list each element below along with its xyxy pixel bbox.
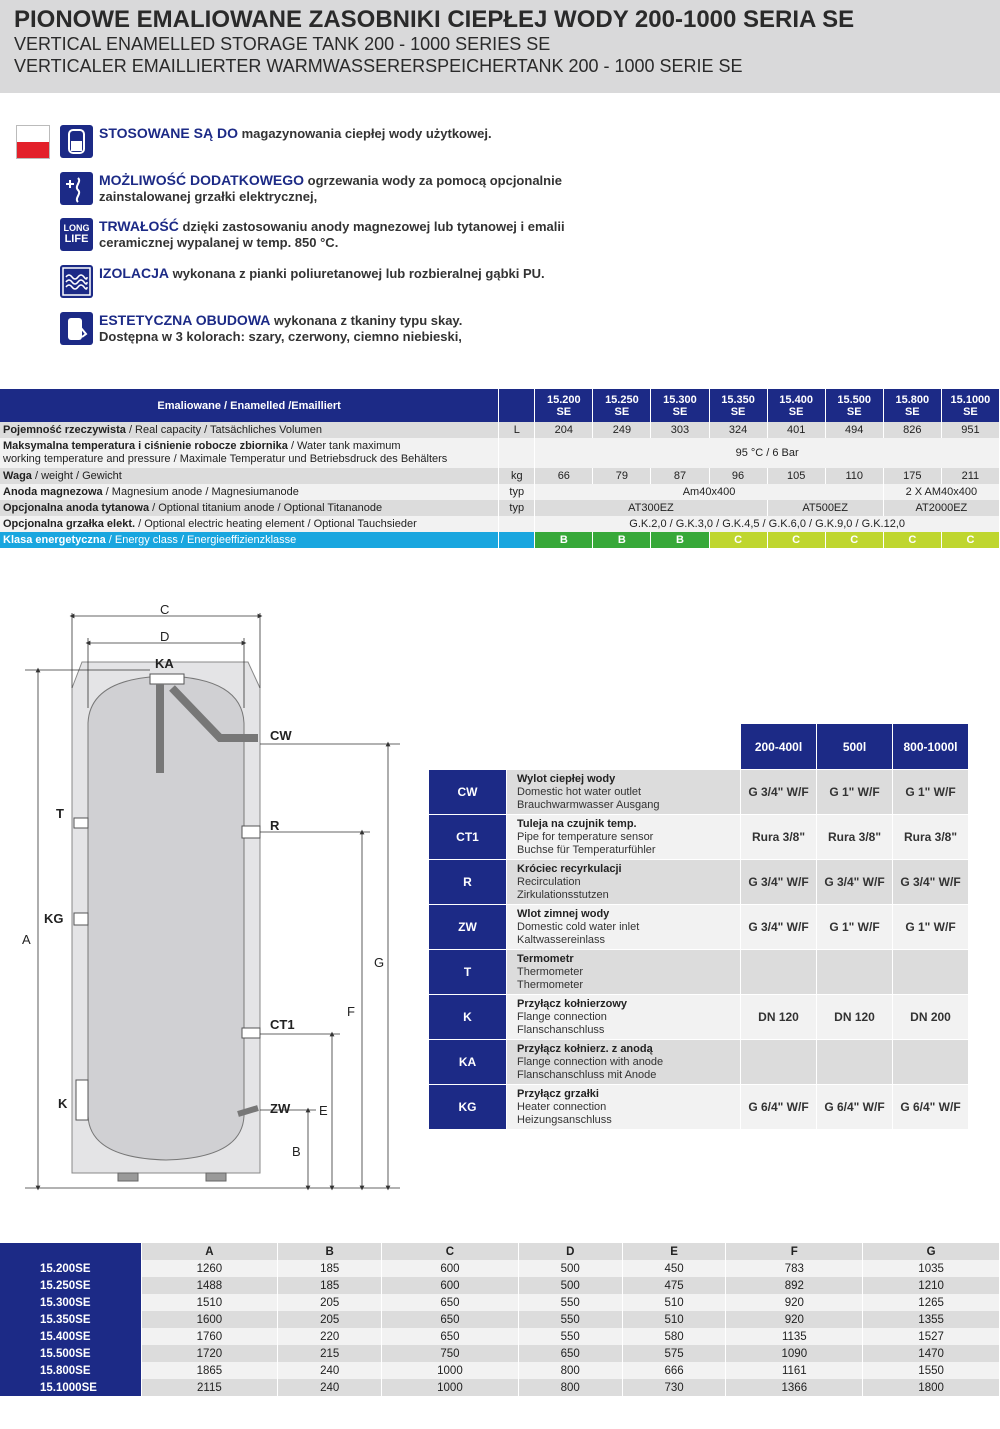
connection-code: R [429, 860, 507, 905]
dim-value: 800 [518, 1362, 622, 1379]
model-suffix: SE [614, 405, 630, 418]
dim-value: 1260 [141, 1260, 278, 1277]
dim-value: 1210 [863, 1277, 1000, 1294]
dimensions-row [0, 1345, 1000, 1362]
feature-text: magazynowania ciepłej wody użytkowej. [237, 126, 492, 141]
model-name: 15.250 [605, 393, 639, 406]
connection-row [429, 905, 969, 950]
dim-value: 550 [518, 1328, 622, 1345]
dimensions-row [0, 1260, 1000, 1277]
value-cell: AT300EZ [535, 500, 767, 516]
dim-value: 220 [278, 1328, 382, 1345]
connection-value: G 6/4" W/F [741, 1085, 817, 1130]
dim-value: 510 [622, 1294, 726, 1311]
connection-description: Króciec recyrkulacji Recirculation Zirkulationsstutzen [507, 860, 741, 905]
insulation-icon [60, 265, 93, 298]
value-cell: 826 [883, 422, 941, 438]
value-cell: 494 [825, 422, 883, 438]
energy-class-row [0, 532, 1000, 548]
connection-description: Wylot ciepłej wody Domestic hot water outlet Brauchwarmwasser Ausgang [507, 770, 741, 815]
max-temp-row [0, 438, 1000, 468]
model-suffix: SE [904, 405, 920, 418]
value-cell: 303 [651, 422, 709, 438]
dim-value: 600 [382, 1277, 519, 1294]
connection-description: Przyłącz kołnierzowy Flange connection Flanschanschluss [507, 995, 741, 1040]
dim-value: 750 [382, 1345, 519, 1362]
dim-value: 1035 [863, 1260, 1000, 1277]
dim-value: 475 [622, 1277, 726, 1294]
heater-row [0, 516, 1000, 532]
connection-description: Termometr Thermometer Thermometer [507, 950, 741, 995]
connection-value [741, 1040, 817, 1085]
row-label: Pojemność rzeczywista / Real capacity / Tatsächliches Volumen [0, 422, 499, 438]
connection-code: T [429, 950, 507, 995]
dim-value: 1000 [382, 1362, 519, 1379]
row-label: Opcjonalna anoda tytanowa / Optional titanium anode / Optional Titananode [0, 500, 499, 516]
model-header [709, 389, 767, 422]
row-label: Maksymalna temperatura i ciśnienie robocze zbiornika / Water tank maximum working temperature and pressure / Maximale Temperatur und Betriebsdruck des Behälters [0, 438, 499, 468]
feature-text: wykonana z tkaniny typu skay. [270, 313, 463, 328]
model-suffix: SE [788, 405, 804, 418]
capacity-row [0, 422, 1000, 438]
dim-value: 650 [382, 1311, 519, 1328]
dim-value: 575 [622, 1345, 726, 1362]
value-cell: 324 [709, 422, 767, 438]
model-name: 15.350 [721, 393, 755, 406]
dimension-column-header: B [278, 1243, 382, 1260]
specification-table [0, 389, 1000, 548]
dimensions-header-row [0, 1243, 1000, 1260]
connection-value: G 6/4" W/F [817, 1085, 893, 1130]
dim-value: 1161 [726, 1362, 863, 1379]
energy-class-badge: B [535, 532, 593, 548]
connection-value [741, 950, 817, 995]
unit-cell [499, 438, 535, 468]
model-suffix: SE [846, 405, 862, 418]
connection-value: G 1" W/F [893, 905, 969, 950]
model-cell: 15.1000SE [0, 1379, 141, 1396]
model-header [651, 389, 709, 422]
dim-value: 1510 [141, 1294, 278, 1311]
dim-value: 185 [278, 1277, 382, 1294]
dim-value: 1800 [863, 1379, 1000, 1396]
value-cell: 66 [535, 468, 593, 484]
dim-value: 580 [622, 1328, 726, 1345]
title-german: VERTICALER EMAILLIERTER WARMWASSERERSPEICHERTANK 200 - 1000 SERIE SE [14, 56, 743, 76]
model-suffix: SE [672, 405, 688, 418]
feature-text: dzięki zastosowaniu anody magnezowej lub tytanowej i emalii [178, 219, 565, 234]
dim-value: 1470 [863, 1345, 1000, 1362]
connection-code: CW [429, 770, 507, 815]
value-cell: 105 [767, 468, 825, 484]
value-cell: 87 [651, 468, 709, 484]
dim-value: 1366 [726, 1379, 863, 1396]
model-cell: 15.500SE [0, 1345, 141, 1362]
long-life-icon: LONG LIFE [60, 218, 93, 251]
value-cell: 96 [709, 468, 767, 484]
row-label: Opcjonalna grzałka elekt. / Optional electric heating element / Optional Tauchsieder [0, 516, 499, 532]
connection-value [893, 950, 969, 995]
dim-value: 205 [278, 1294, 382, 1311]
value-cell: 79 [593, 468, 651, 484]
dim-value: 500 [518, 1260, 622, 1277]
tank-dimension-diagram [10, 598, 410, 1198]
model-name: 15.800 [895, 393, 930, 406]
feature-highlight: IZOLACJA [99, 265, 169, 281]
capacity-column-header: 800-1000l [893, 724, 969, 770]
dimensions-row [0, 1294, 1000, 1311]
dim-value: 650 [382, 1294, 519, 1311]
dim-label-b: B [292, 1144, 301, 1159]
dim-value: 1550 [863, 1362, 1000, 1379]
dim-value: 510 [622, 1311, 726, 1328]
dimensions-row [0, 1328, 1000, 1345]
connection-value: G 3/4" W/F [893, 860, 969, 905]
dim-value: 240 [278, 1379, 382, 1396]
dim-label-g: G [374, 955, 385, 970]
energy-class-badge: B [651, 532, 709, 548]
capacity-column-header: 200-400l [741, 724, 817, 770]
dim-value: 550 [518, 1311, 622, 1328]
feature-text: wykonana z pianki poliuretanowej lub rozbieralnej gąbki PU. [169, 266, 545, 281]
model-name: 15.400 [779, 393, 813, 406]
energy-class-badge: C [767, 532, 825, 548]
port-label-zw: ZW [270, 1101, 291, 1116]
dim-label-e: E [319, 1103, 328, 1118]
model-suffix: SE [556, 405, 572, 418]
connection-value: DN 120 [817, 995, 893, 1040]
weight-row [0, 468, 1000, 484]
model-name: 15.500 [837, 393, 872, 406]
connection-value: Rura 3/8" [893, 815, 969, 860]
port-label-cw: CW [270, 728, 292, 743]
port-label-ct1: CT1 [270, 1017, 295, 1032]
connection-value: G 1" W/F [893, 770, 969, 815]
energy-class-badge: C [883, 532, 941, 548]
value-cell: 211 [941, 468, 999, 484]
connection-description: Przyłącz grzałki Heater connection Heizungsanschluss [507, 1085, 741, 1130]
port-label-k: K [58, 1096, 68, 1111]
capacity-column-header: 500l [817, 724, 893, 770]
energy-class-badge: C [825, 532, 883, 548]
connection-row [429, 995, 969, 1040]
port-label-t: T [56, 806, 64, 821]
connection-value: G 6/4" W/F [893, 1085, 969, 1130]
connection-code: ZW [429, 905, 507, 950]
dim-value: 215 [278, 1345, 382, 1362]
value-cell: 401 [767, 422, 825, 438]
connection-value: Rura 3/8" [817, 815, 893, 860]
model-cell: 15.800SE [0, 1362, 141, 1379]
value-cell: AT500EZ [767, 500, 883, 516]
dimensions-row [0, 1379, 1000, 1396]
energy-class-badge: C [709, 532, 767, 548]
energy-class-badge: B [593, 532, 651, 548]
unit-cell: kg [499, 468, 535, 484]
feature-highlight: ESTETYCZNA OBUDOWA [99, 312, 271, 328]
row-label: Anoda magnezowa / Magnesium anode / Magnesiumanode [0, 484, 499, 500]
dim-value: 450 [622, 1260, 726, 1277]
dimension-column-header: G [863, 1243, 1000, 1260]
connection-value: G 3/4" W/F [741, 905, 817, 950]
dimension-column-header: E [622, 1243, 726, 1260]
dim-value: 1355 [863, 1311, 1000, 1328]
dim-value: 1720 [141, 1345, 278, 1362]
row-label: Waga / weight / Gewicht [0, 468, 499, 484]
mg-anode-row [0, 484, 1000, 500]
model-cell: 15.350SE [0, 1311, 141, 1328]
unit-cell [499, 516, 535, 532]
connection-value [893, 1040, 969, 1085]
feature-text-line2: Dostępna w 3 kolorach: szary, czerwony, ciemno niebieski, [99, 329, 462, 344]
connection-row [429, 950, 969, 995]
casing-icon [60, 312, 93, 345]
dim-value: 1090 [726, 1345, 863, 1362]
unit-header [499, 389, 535, 422]
port-label-r: R [270, 818, 280, 833]
model-suffix: SE [730, 405, 746, 418]
dim-label-c: C [160, 602, 170, 617]
spec-header-label: Emaliowane / Enamelled /Emailliert [0, 389, 499, 422]
connection-value: DN 200 [893, 995, 969, 1040]
model-cell: 15.300SE [0, 1294, 141, 1311]
dim-value: 650 [518, 1345, 622, 1362]
connection-row [429, 1040, 969, 1085]
connection-value: G 3/4" W/F [741, 770, 817, 815]
model-suffix: SE [963, 405, 978, 418]
dim-value: 240 [278, 1362, 382, 1379]
connection-value: G 1" W/F [817, 770, 893, 815]
title-polish: PIONOWE EMALIOWANE ZASOBNIKI CIEPŁEJ WODY 200-1000 SERIA SE [14, 6, 855, 33]
feature-highlight: MOŻLIWOŚĆ DODATKOWEGO [99, 172, 305, 188]
dim-value: 1760 [141, 1328, 278, 1345]
connection-description: Przyłącz kołnierz. z anodą Flange connection with anode Flanschanschluss mit Anode [507, 1040, 741, 1085]
dim-value: 1265 [863, 1294, 1000, 1311]
dimensions-row [0, 1362, 1000, 1379]
connection-value [817, 950, 893, 995]
value-cell: AT2000EZ [883, 500, 999, 516]
tank-icon [60, 125, 93, 158]
energy-class-badge: C [941, 532, 999, 548]
feature-highlight: TRWAŁOŚĆ [99, 218, 179, 234]
model-header [767, 389, 825, 422]
value-cell: 951 [941, 422, 999, 438]
unit-cell: typ [499, 500, 535, 516]
unit-cell: typ [499, 484, 535, 500]
connection-code: K [429, 995, 507, 1040]
dimension-column-header: A [141, 1243, 278, 1260]
model-name: 15.1000 [950, 393, 991, 406]
dim-value: 1488 [141, 1277, 278, 1294]
connections-table [428, 723, 969, 1130]
dim-value: 1865 [141, 1362, 278, 1379]
dim-value: 1527 [863, 1328, 1000, 1345]
model-name: 15.200 [546, 393, 581, 406]
page-header [0, 0, 1000, 93]
dimensions-row [0, 1277, 1000, 1294]
title-english: VERTICAL ENAMELLED STORAGE TANK 200 - 1000 SERIES SE [14, 34, 551, 54]
connection-code: KG [429, 1085, 507, 1130]
connection-value: DN 120 [741, 995, 817, 1040]
value-cell: 204 [535, 422, 593, 438]
dim-value: 1000 [382, 1379, 519, 1396]
model-header [941, 389, 999, 422]
value-cell: 110 [825, 468, 883, 484]
dim-value: 920 [726, 1311, 863, 1328]
unit-cell [499, 532, 535, 548]
dim-label-f: F [347, 1004, 355, 1019]
value-cell: 2 X AM40x400 [883, 484, 999, 500]
dim-value: 800 [518, 1379, 622, 1396]
model-header [883, 389, 941, 422]
dim-value: 666 [622, 1362, 726, 1379]
model-header [593, 389, 651, 422]
dim-value: 892 [726, 1277, 863, 1294]
feature-text-line2: zainstalowanej grzałki elektrycznej, [99, 189, 318, 204]
model-header [535, 389, 593, 422]
row-label: Klasa energetyczna / Energy class / Energieeffizienzklasse [0, 532, 499, 548]
model-header [825, 389, 883, 422]
polish-flag-icon [16, 125, 50, 159]
ti-anode-row [0, 500, 1000, 516]
connection-value: G 3/4" W/F [817, 860, 893, 905]
dimensions-corner [0, 1243, 141, 1260]
dim-value: 650 [382, 1328, 519, 1345]
connection-description: Wlot zimnej wody Domestic cold water inlet Kaltwassereinlass [507, 905, 741, 950]
feature-text-line2: ceramicznej wypalanej w temp. 850 °C. [99, 235, 339, 250]
port-label-ka: KA [155, 656, 174, 671]
dimension-column-header: F [726, 1243, 863, 1260]
connection-value: Rura 3/8" [741, 815, 817, 860]
dimensions-row [0, 1311, 1000, 1328]
connection-description: Tuleja na czujnik temp. Pipe for temperature sensor Buchse für Temperaturfühler [507, 815, 741, 860]
dim-value: 600 [382, 1260, 519, 1277]
connection-row [429, 1085, 969, 1130]
connections-header-row [429, 724, 969, 770]
value-cell: 175 [883, 468, 941, 484]
dimensions-table [0, 1243, 1000, 1396]
dim-label-d: D [160, 629, 170, 644]
connection-value [817, 1040, 893, 1085]
model-name: 15.300 [663, 393, 697, 406]
dim-value: 550 [518, 1294, 622, 1311]
model-cell: 15.400SE [0, 1328, 141, 1345]
dimension-column-header: C [382, 1243, 519, 1260]
dim-value: 783 [726, 1260, 863, 1277]
feature-highlight: STOSOWANE SĄ DO [99, 125, 238, 141]
connection-code: CT1 [429, 815, 507, 860]
value-cell: Am40x400 [535, 484, 883, 500]
value-cell: 95 °C / 6 Bar [535, 438, 1000, 468]
connection-row [429, 770, 969, 815]
spec-header-row [0, 389, 1000, 422]
connection-value: G 1" W/F [817, 905, 893, 950]
dim-value: 205 [278, 1311, 382, 1328]
value-cell: G.K.2,0 / G.K.3,0 / G.K.4,5 / G.K.6,0 / G.K.9,0 / G.K.12,0 [535, 516, 1000, 532]
dim-value: 185 [278, 1260, 382, 1277]
dim-value: 730 [622, 1379, 726, 1396]
port-label-kg: KG [44, 911, 64, 926]
dim-value: 1600 [141, 1311, 278, 1328]
dimension-column-header: D [518, 1243, 622, 1260]
value-cell: 249 [593, 422, 651, 438]
heating-element-icon [60, 172, 93, 205]
dim-value: 1135 [726, 1328, 863, 1345]
dim-value: 2115 [141, 1379, 278, 1396]
dim-label-a: A [22, 932, 31, 947]
connections-header-blank [429, 724, 741, 770]
feature-text: ogrzewania wody za pomocą opcjonalnie [304, 173, 562, 188]
connection-code: KA [429, 1040, 507, 1085]
connection-row [429, 815, 969, 860]
model-cell: 15.250SE [0, 1277, 141, 1294]
unit-cell: L [499, 422, 535, 438]
dim-value: 500 [518, 1277, 622, 1294]
connection-value: G 3/4" W/F [741, 860, 817, 905]
dim-value: 920 [726, 1294, 863, 1311]
connection-row [429, 860, 969, 905]
model-cell: 15.200SE [0, 1260, 141, 1277]
